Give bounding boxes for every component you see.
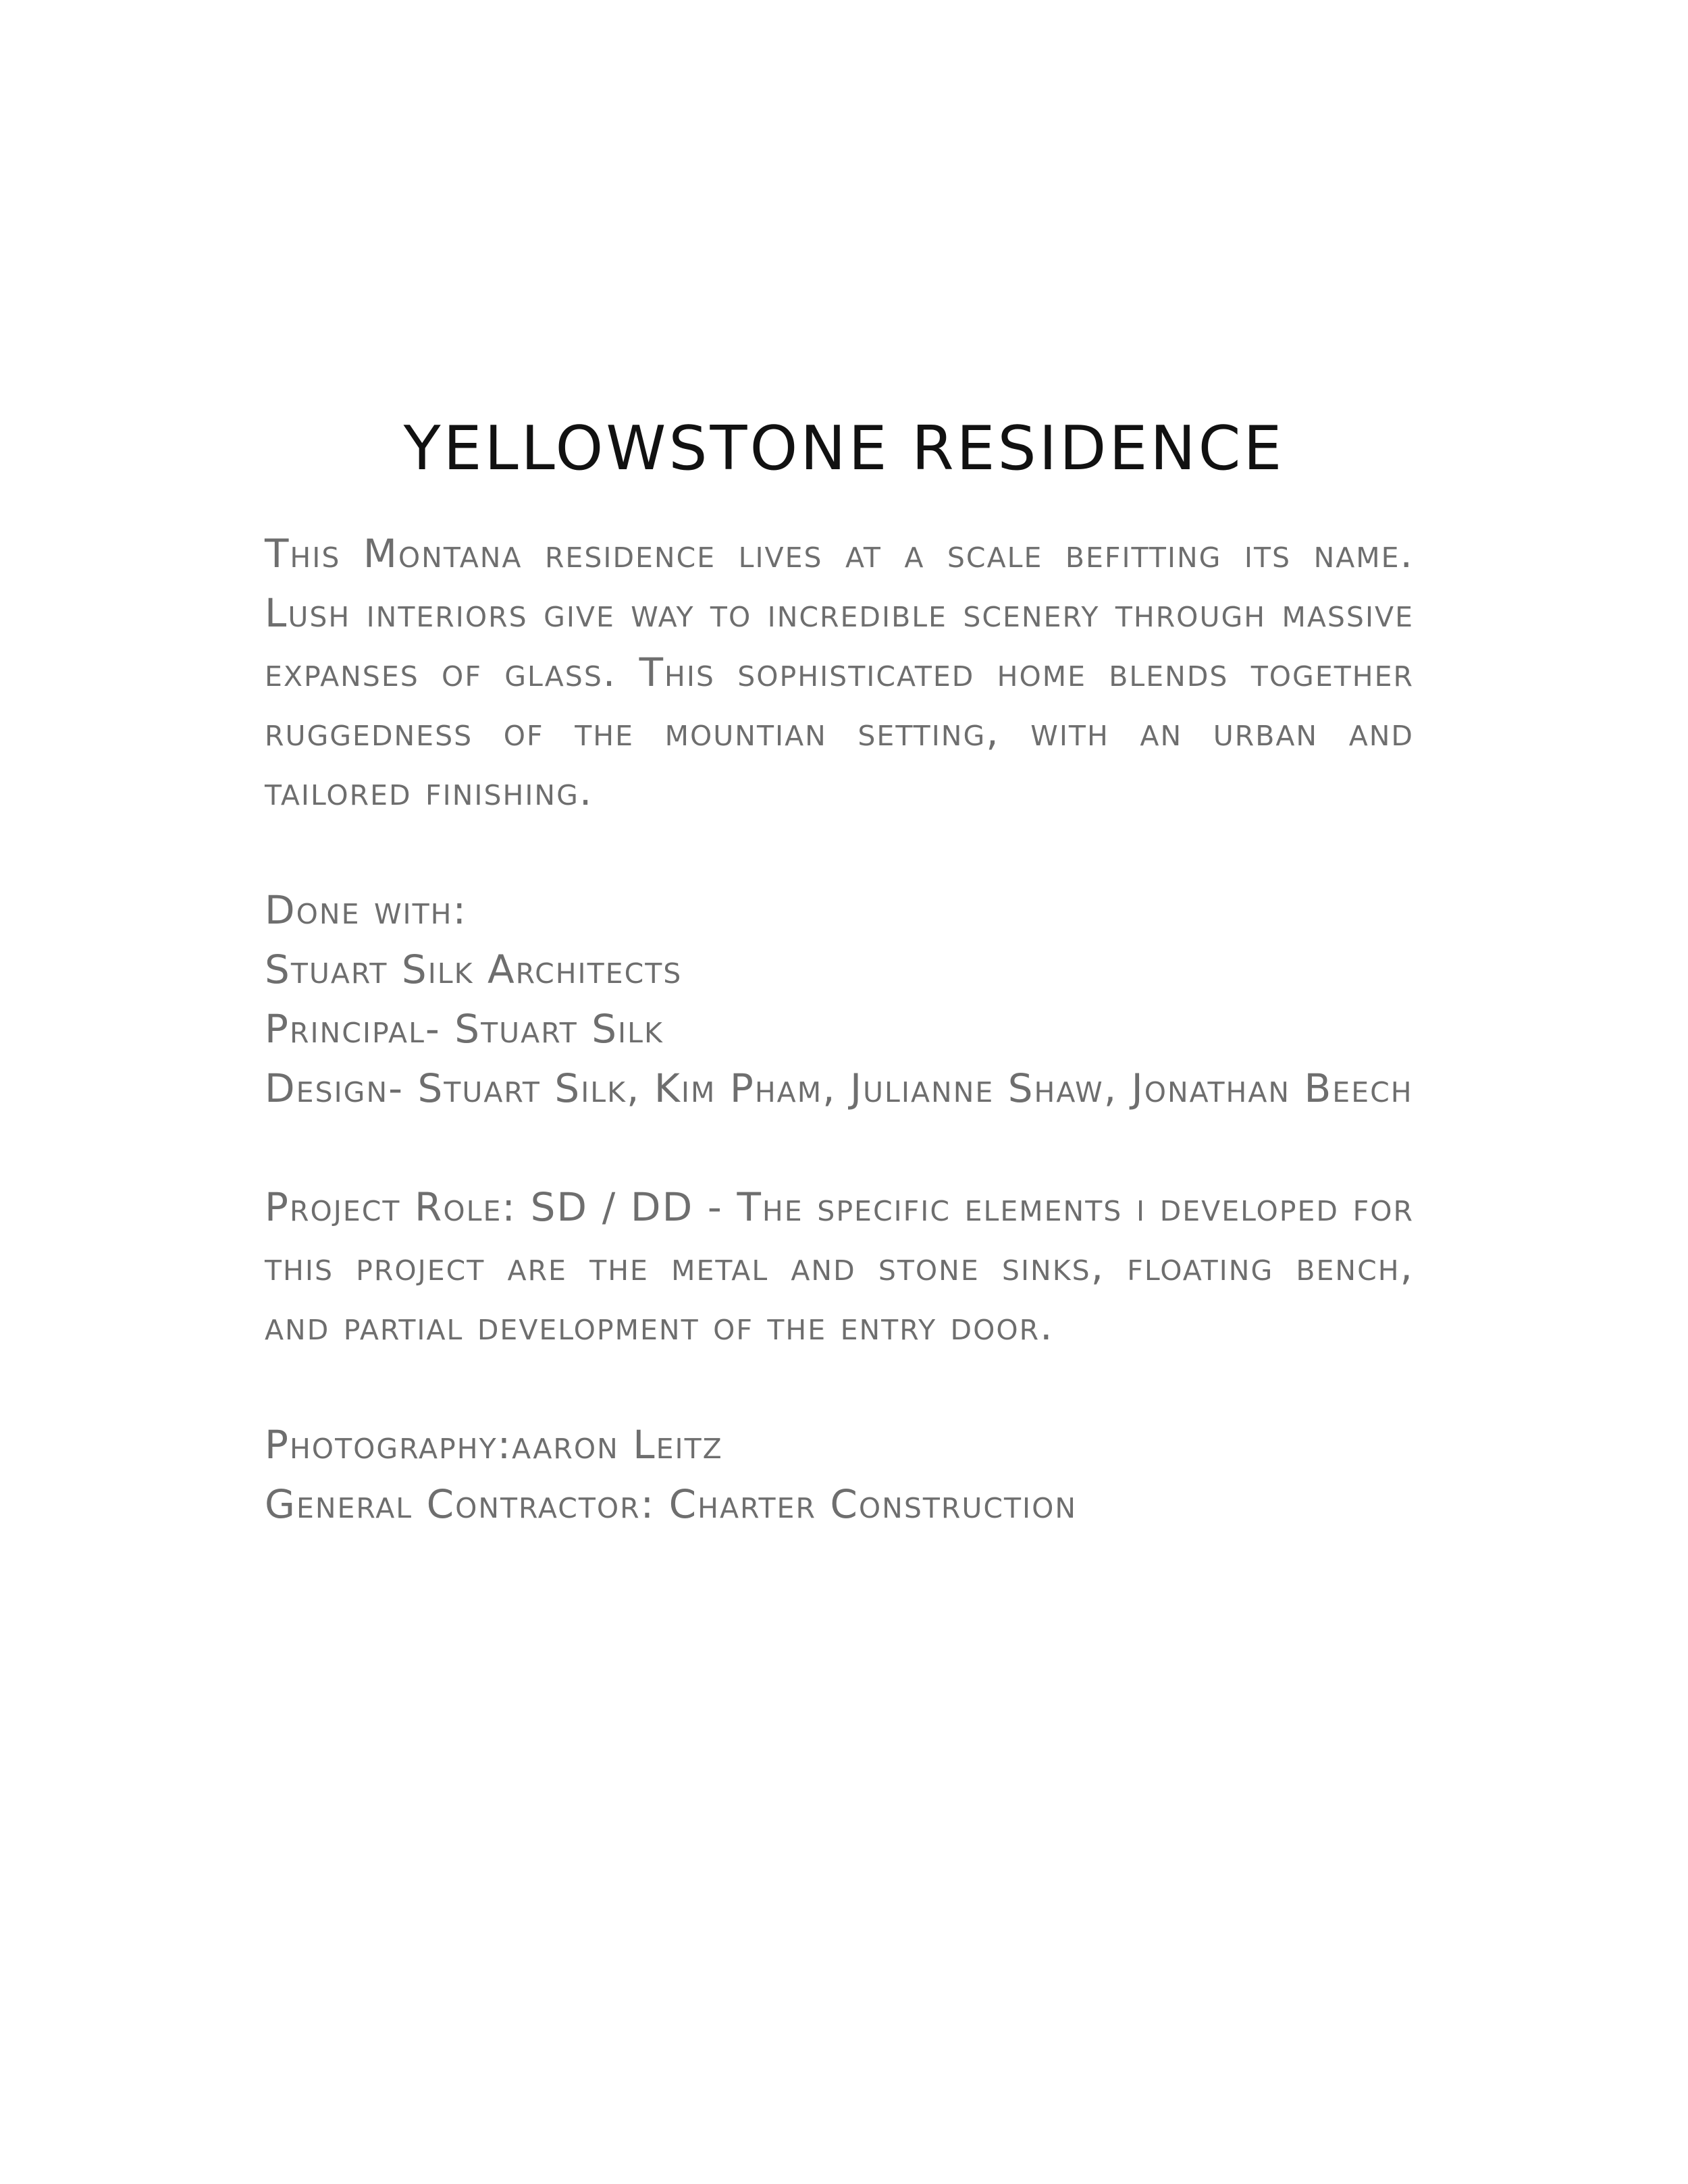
done-with-label: Done with: <box>265 887 467 933</box>
project-role-paragraph: Project Role: SD / DD - The specific elements i developed for this project are the metal and stone sinks, floating bench, and partial development of the entry door. <box>265 1184 1414 1349</box>
photography-credit: Photography:aaron Leitz <box>265 1422 723 1468</box>
document-body <box>265 524 1414 1593</box>
design-credit: Design- Stuart Silk, Kim Pham, Julianne Shaw, Jonathan Beech <box>265 1065 1413 1111</box>
principal-credit: Principal- Stuart Silk <box>265 1006 664 1052</box>
additional-credits <box>265 1415 1414 1534</box>
firm-name: Stuart Silk Architects <box>265 947 683 992</box>
credits-block <box>265 880 1414 1118</box>
description-paragraph: This Montana residence lives at a scale befitting its name. Lush interiors give way to incredible scenery through massive expanses of glass. This sophisticated home blends together ruggedness of the mountian setting, with an urban and tailored finishing. <box>265 531 1414 814</box>
general-contractor-credit: General Contractor: Charter Construction <box>265 1481 1078 1527</box>
page-title: YELLOWSTONE RESIDENCE <box>403 413 1285 484</box>
